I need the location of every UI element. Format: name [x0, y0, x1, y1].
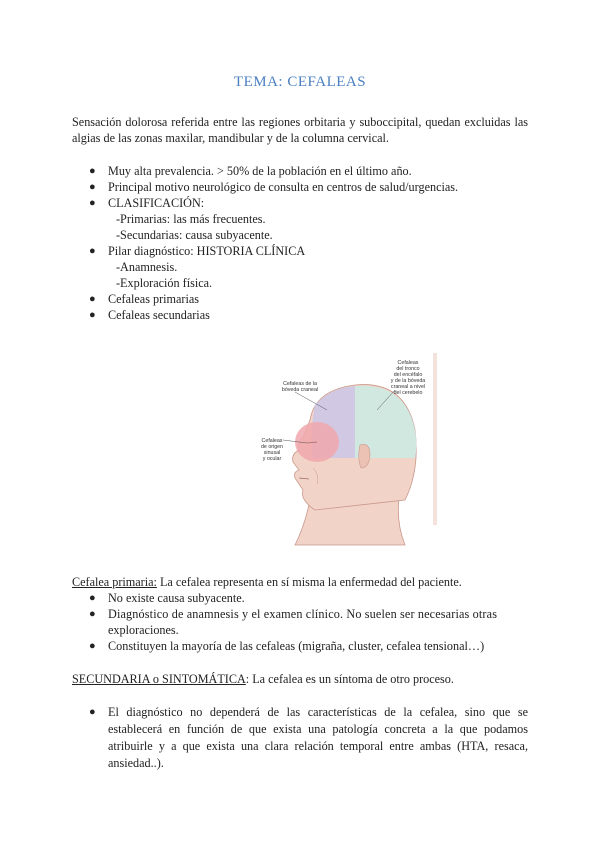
secondary-heading-line [72, 671, 528, 687]
label-line: Cefaleas de la [283, 381, 317, 387]
secondary-list [72, 704, 528, 772]
label-line: Cefaleas [397, 360, 419, 366]
sub-item: -Exploración física. [116, 276, 213, 290]
list-item [72, 590, 528, 606]
label-line: y de la bóveda [390, 378, 426, 384]
intro-paragraph: Sensación dolorosa referida entre las regiones orbitaria y suboccipital, quedan excluidas las algias de las zonas maxilar, mandibular y de la columna cervical. [72, 115, 528, 145]
list-item-text: El diagnóstico no dependerá de las características de la cefalea, sino que se establecerá en función de que exista una patología concreta a la que podamos atribuirle y a que exista una clara relación temporal entre ambas (HTA, resaca, ansiedad..). [108, 705, 528, 770]
list-item [72, 638, 528, 654]
bullet-icon: ● [89, 706, 96, 718]
overview-list [72, 163, 532, 323]
list-item-text: Constituyen la mayoría de las cefaleas (migraña, cluster, cefalea tensional…) [108, 639, 485, 653]
list-item-text: Diagnóstico de anamnesis y el examen clínico. No suelen ser necesarias otras [108, 607, 498, 621]
label-vault [275, 381, 325, 393]
label-line: sinusal [263, 450, 281, 456]
label-sinus [257, 438, 287, 462]
sub-item: -Anamnesis. [116, 260, 178, 274]
label-line: Cefaleas [261, 438, 283, 444]
primary-list [72, 590, 528, 654]
primary-definition: La cefalea representa en sí misma la enfermedad del paciente. [156, 575, 462, 589]
bullet-icon: ● [89, 245, 96, 257]
label-line: del encéfalo [393, 372, 423, 378]
bullet-icon: ● [89, 165, 96, 177]
secondary-section [72, 671, 528, 687]
label-trunk [387, 360, 429, 396]
sub-item: -Primarias: las más frecuentes. [116, 212, 266, 226]
list-item [72, 704, 528, 772]
sub-item: -Secundarias: causa subyacente. [116, 228, 273, 242]
list-item-text: No existe causa subyacente. [108, 591, 245, 605]
label-line: y ocular [262, 456, 282, 462]
label-line: del cerebelo [393, 390, 423, 396]
label-line: craneal a nivel [390, 384, 426, 390]
list-item-text: Cefaleas primarias [108, 292, 200, 306]
bullet-icon: ● [89, 592, 96, 604]
list-item-text: Principal motivo neurológico de consulta en centros de salud/urgencias. [108, 180, 459, 194]
label-line: de origen [260, 444, 284, 450]
bullet-icon: ● [89, 640, 96, 652]
list-item-text: Pilar diagnóstico: HISTORIA CLÍNICA [108, 244, 306, 258]
page-title: TEMA: CEFALEAS [233, 74, 367, 90]
primary-heading-line [72, 574, 528, 590]
bullet-icon: ● [89, 197, 96, 209]
edge-bar [433, 353, 437, 525]
label-line: del tronco [396, 366, 420, 372]
list-item [72, 179, 532, 195]
bullet-icon: ● [89, 309, 96, 321]
list-item [72, 291, 532, 307]
secondary-list-block [72, 704, 528, 772]
list-item [72, 243, 532, 291]
primary-heading: Cefalea primaria: [72, 575, 157, 589]
list-item [72, 606, 528, 638]
list-item-text: exploraciones. [108, 623, 179, 637]
head-illustration [255, 350, 465, 550]
list-item [72, 195, 532, 243]
list-item [72, 163, 532, 179]
list-item-text: Muy alta prevalencia. > 50% de la población en el último año. [108, 164, 412, 178]
label-line: bóveda craneal [281, 387, 319, 393]
secondary-definition: : La cefalea es un síntoma de otro proceso. [245, 672, 454, 686]
list-item [72, 307, 532, 323]
list-item-text: Cefaleas secundarias [108, 308, 210, 322]
list-item-text: CLASIFICACIÓN: [108, 196, 205, 210]
bullet-icon: ● [89, 181, 96, 193]
primary-section [72, 574, 528, 654]
secondary-heading: SECUNDARIA o SINTOMÁTICA [72, 672, 246, 686]
bullet-icon: ● [89, 293, 96, 305]
bullet-icon: ● [89, 608, 96, 620]
